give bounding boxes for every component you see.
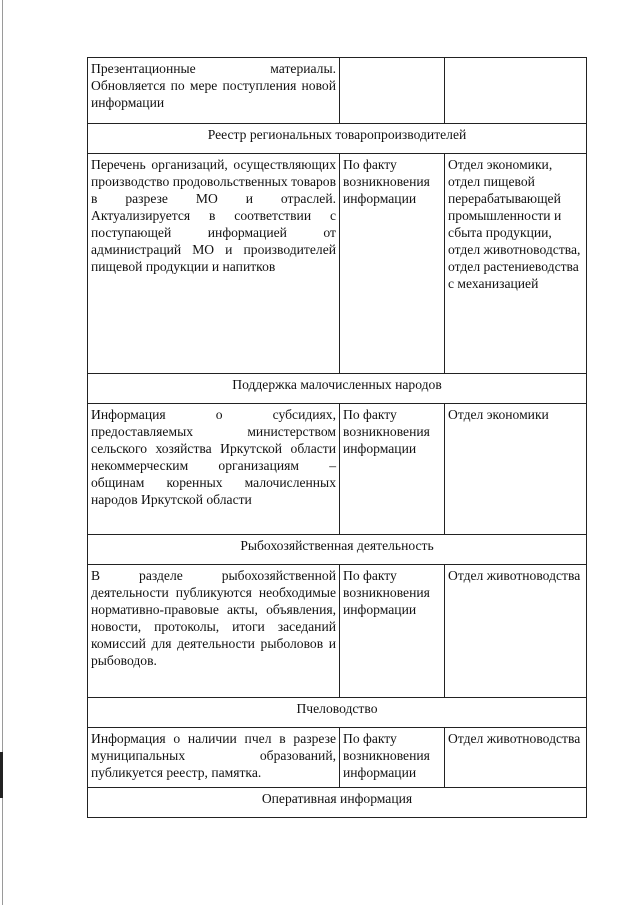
cell-responsible: Отдел животноводства <box>445 728 587 788</box>
section-title: Пчеловодство <box>88 698 587 728</box>
section-title: Оперативная информация <box>88 788 587 818</box>
section-row <box>88 374 587 404</box>
cell-description: Презентационные материалы. Обновляется по мере поступления новой информации <box>88 58 340 124</box>
section-title: Реестр региональных товаропроизводителей <box>88 124 587 154</box>
table-row <box>88 404 587 535</box>
table-row <box>88 565 587 698</box>
section-row <box>88 698 587 728</box>
section-title: Поддержка малочисленных народов <box>88 374 587 404</box>
cell-responsible: Отдел экономики, отдел пищевой перерабатывающей промышленности и сбыта продукции, отдел животноводства, отдел растениеводства с механизацией <box>445 154 587 374</box>
cell-frequency: По факту возникновения информации <box>340 565 445 698</box>
cell-responsible <box>445 58 587 124</box>
table-row <box>88 154 587 374</box>
cell-description: Информация о субсидиях, предоставляемых министерством сельского хозяйства Иркутской области некоммерческим организациям – общинам коренных малочисленных народов Иркутской области <box>88 404 340 535</box>
table-row <box>88 58 587 124</box>
cell-description: Перечень организаций, осуществляющих производство продовольственных товаров в разрезе МО и отраслей. Актуализируется в соответствии с поступающей информацией от администраций МО и производителей пищевой продукции и напитков <box>88 154 340 374</box>
section-row <box>88 124 587 154</box>
cell-description: Информация о наличии пчел в разрезе муниципальных образований, публикуется реестр, памятка. <box>88 728 340 788</box>
cell-frequency: По факту возникновения информации <box>340 728 445 788</box>
cell-frequency: По факту возникновения информации <box>340 154 445 374</box>
cell-description: В разделе рыбохозяйственной деятельности публикуются необходимые нормативно-правовые акты, объявления, новости, протоколы, итоги заседаний комиссий для деятельности рыболовов и рыбоводов. <box>88 565 340 698</box>
information-table <box>87 57 587 818</box>
cell-responsible: Отдел животноводства <box>445 565 587 698</box>
cell-frequency <box>340 58 445 124</box>
section-row <box>88 535 587 565</box>
section-title: Рыбохозяйственная деятельность <box>88 535 587 565</box>
page-edge-mark <box>0 752 3 798</box>
cell-frequency: По факту возникновения информации <box>340 404 445 535</box>
section-row <box>88 788 587 818</box>
cell-responsible: Отдел экономики <box>445 404 587 535</box>
table-row <box>88 728 587 788</box>
